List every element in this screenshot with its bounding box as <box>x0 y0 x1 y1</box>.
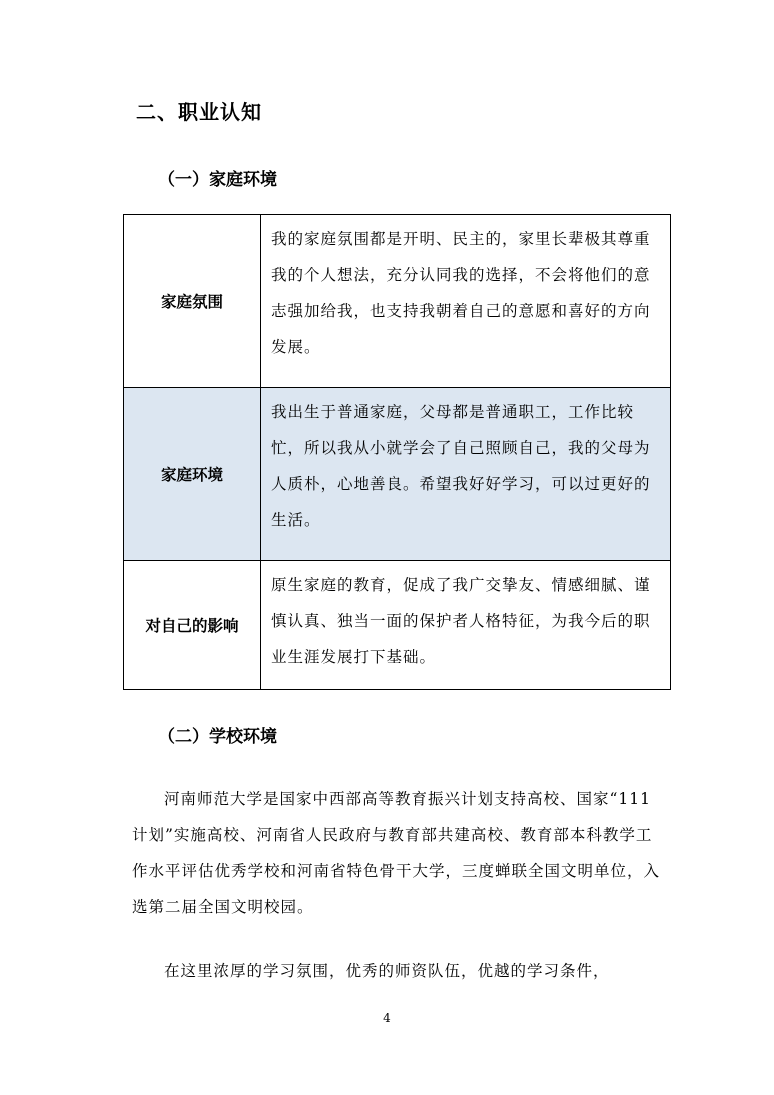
row-content: 我的家庭氛围都是开明、民主的，家里长辈极其尊重我的个人想法，充分认同我的选择，不会将他们的意志强加给我，也支持我朝着自己的意愿和喜好的方向发展。 <box>261 215 671 388</box>
table-row <box>124 388 671 561</box>
row-label: 对自己的影响 <box>124 561 261 690</box>
row-label: 家庭环境 <box>124 388 261 561</box>
school-paragraph: 在这里浓厚的学习氛围，优秀的师资队伍，优越的学习条件， <box>164 962 610 980</box>
family-environment-table <box>123 214 671 690</box>
row-content: 我出生于普通家庭，父母都是普通职工，工作比较忙，所以我从小就学会了自己照顾自己，我的父母为人质朴，心地善良。希望我好好学习，可以过更好的生活。 <box>261 388 671 561</box>
row-label: 家庭氛围 <box>124 215 261 388</box>
subsection-title-family: （一）家庭环境 <box>158 170 277 190</box>
section-title: 二、职业认知 <box>136 100 262 124</box>
table-row <box>124 215 671 388</box>
table-row <box>124 561 671 690</box>
subsection-title-school: （二）学校环境 <box>158 727 277 747</box>
school-paragraph: 河南师范大学是国家中西部高等教育振兴计划支持高校、国家“111 计划”实施高校、河南省人民政府与教育部共建高校、教育部本科教学工作水平评估优秀学校和河南省特色骨干大学，三度蝉联全国文明单位，入选第二届全国文明校园。 <box>132 790 661 916</box>
page-number: 4 <box>383 1011 391 1025</box>
row-content: 原生家庭的教育，促成了我广交挚友、情感细腻、谨慎认真、独当一面的保护者人格特征，为我今后的职业生涯发展打下基础。 <box>261 561 671 690</box>
